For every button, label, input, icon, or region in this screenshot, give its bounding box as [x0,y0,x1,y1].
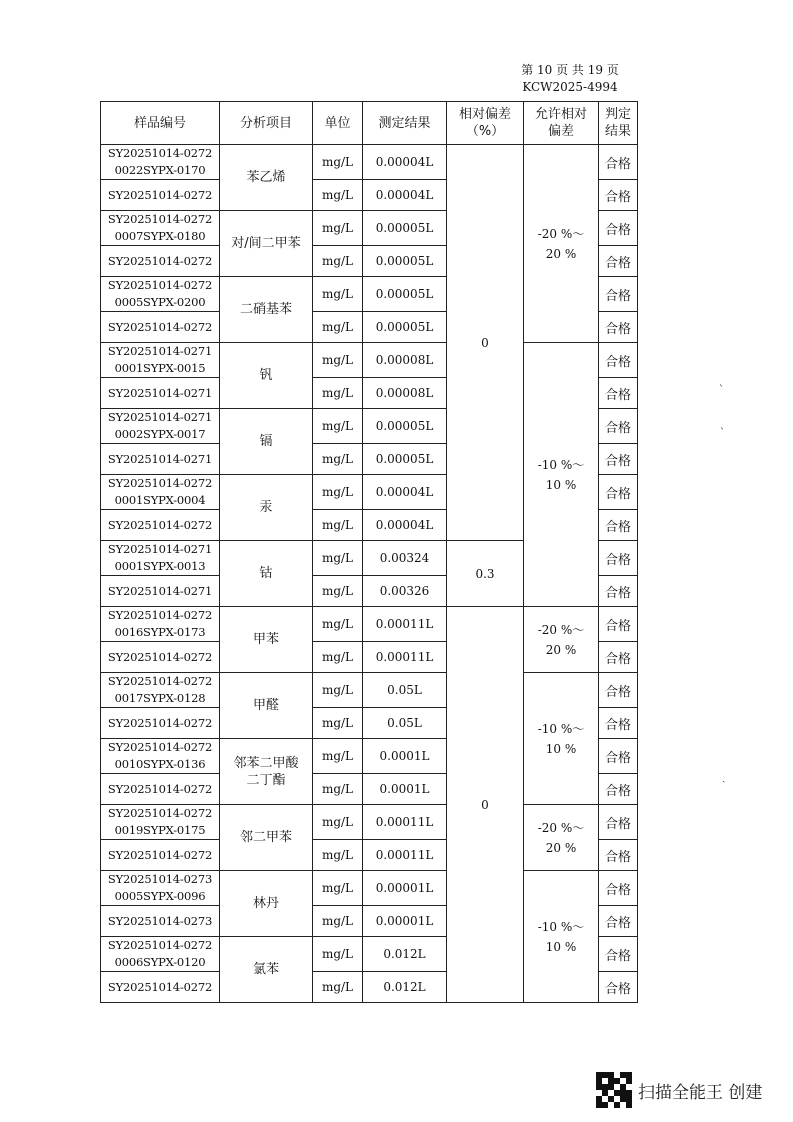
sample-id-line1: SY20251014-0272 [107,253,213,268]
page-info: 第 10 页 共 19 页 [521,63,619,77]
sample-id-line2: 0001SYPX-0015 [114,361,206,375]
judgment-cell: 合格 [599,840,638,871]
header-allowed-dev [524,102,599,145]
unit-cell: mg/L [313,576,363,607]
sample-id-line1: SY20251014-0272 [107,319,213,334]
unit-cell: mg/L [313,180,363,211]
header-judgment-l2: 结果 [604,124,631,139]
report-number: KCW2025-4994 [522,80,618,94]
table-row [101,343,638,378]
analysis-item-name-cont: 二丁酯 [246,772,286,788]
sample-id-line1: SY20251014-0272 [107,649,213,664]
judgment-cell: 合格 [599,871,638,906]
sample-id-line2: 0001SYPX-0013 [114,559,206,573]
table-row [101,145,638,180]
result-cell: 0.00004L [363,475,447,510]
sample-id-line1: SY20251014-0271 [107,583,213,598]
sample-id-cell [101,642,220,673]
sample-id-cell [101,409,220,444]
result-cell: 0.00324 [363,541,447,576]
analysis-item-cell [220,937,313,1003]
unit-cell: mg/L [313,774,363,805]
sample-id-line2: 0005SYPX-0096 [114,889,206,903]
unit-cell: mg/L [313,607,363,642]
judgment-cell: 合格 [599,972,638,1003]
sample-id-cell [101,673,220,708]
sample-id-line1: SY20251014-0272 [107,938,213,952]
judgment-cell: 合格 [599,805,638,840]
sample-id-line1: SY20251014-0273 [107,913,213,928]
table-row [101,607,638,642]
header-result: 测定结果 [363,102,447,145]
analysis-item-name: 镉 [259,434,273,449]
results-table [100,101,638,1003]
header-rel-dev-l1: 相对偏差 [458,107,511,122]
analysis-item-name: 甲苯 [252,632,279,647]
analysis-item-cell [220,673,313,739]
analysis-item-name: 钴 [259,566,273,581]
judgment-cell: 合格 [599,642,638,673]
scanner-watermark [596,1070,762,1110]
unit-cell: mg/L [313,343,363,378]
allowed-deviation-cell [524,871,599,1003]
allowed-deviation-line1: -10 %～ [537,721,585,736]
unit-cell: mg/L [313,906,363,937]
table-row [101,805,638,840]
sample-id-line2: 0010SYPX-0136 [114,757,206,771]
judgment-cell: 合格 [599,312,638,343]
sample-id-cell [101,378,220,409]
result-cell: 0.00001L [363,906,447,937]
analysis-item-name: 二硝基苯 [239,302,292,317]
scanner-brand-text: 扫描全能王 创建 [638,1082,763,1103]
sample-id-line1: SY20251014-0272 [107,979,213,994]
sample-id-cell [101,906,220,937]
unit-cell: mg/L [313,409,363,444]
unit-cell: mg/L [313,312,363,343]
sample-id-line2: 0007SYPX-0180 [114,229,206,243]
judgment-cell: 合格 [599,475,638,510]
sample-id-line1: SY20251014-0272 [107,476,213,490]
result-cell: 0.00011L [363,840,447,871]
sample-id-cell [101,937,220,972]
unit-cell: mg/L [313,211,363,246]
result-cell: 0.00004L [363,510,447,541]
header-rel-dev [447,102,524,145]
analysis-item-name: 汞 [259,500,273,515]
sample-id-line2: 0006SYPX-0120 [114,955,206,969]
result-cell: 0.00005L [363,444,447,475]
allowed-deviation-cell [524,343,599,607]
result-cell: 0.0001L [363,774,447,805]
sample-id-line1: SY20251014-0272 [107,608,213,622]
analysis-item-name: 邻二甲苯 [239,830,292,845]
sample-id-cell [101,607,220,642]
header-allowed-dev-l1: 允许相对 [534,107,587,122]
analysis-item-name: 钒 [259,368,273,383]
header-unit: 单位 [313,102,363,145]
result-cell: 0.00011L [363,805,447,840]
allowed-deviation-line2: 10 % [545,477,577,492]
result-cell: 0.00005L [363,246,447,277]
judgment-cell: 合格 [599,576,638,607]
judgment-cell: 合格 [599,541,638,576]
judgment-cell: 合格 [599,739,638,774]
analysis-item-name: 对/间二甲苯 [231,236,301,251]
sample-id-line2: 0005SYPX-0200 [114,295,206,309]
unit-cell: mg/L [313,805,363,840]
analysis-item-cell [220,409,313,475]
sample-id-cell [101,145,220,180]
analysis-item-cell [220,805,313,871]
sample-id-line1: SY20251014-0271 [107,410,213,424]
allowed-deviation-line2: 20 % [545,642,577,657]
result-cell: 0.00005L [363,312,447,343]
judgment-cell: 合格 [599,444,638,475]
judgment-cell: 合格 [599,246,638,277]
sample-id-line1: SY20251014-0272 [107,740,213,754]
allowed-deviation-line1: -20 %～ [537,820,585,835]
sample-id-line1: SY20251014-0272 [107,847,213,862]
analysis-item-name: 氯苯 [252,962,279,977]
result-cell: 0.05L [363,673,447,708]
relative-deviation-cell: 0.3 [447,541,524,607]
header-rel-dev-l2: （%） [465,124,505,139]
header-allowed-dev-l2: 偏差 [547,124,574,139]
unit-cell: mg/L [313,642,363,673]
judgment-cell: 合格 [599,906,638,937]
judgment-cell: 合格 [599,211,638,246]
unit-cell: mg/L [313,444,363,475]
relative-deviation-cell: 0 [447,145,524,541]
analysis-item-cell [220,871,313,937]
qr-code-icon [596,1072,632,1108]
sample-id-line1: SY20251014-0272 [107,806,213,820]
unit-cell: mg/L [313,840,363,871]
sample-id-line1: SY20251014-0273 [107,872,213,886]
unit-cell: mg/L [313,277,363,312]
sample-id-line1: SY20251014-0272 [107,187,213,202]
result-cell: 0.00005L [363,211,447,246]
sample-id-line1: SY20251014-0272 [107,146,213,160]
allowed-deviation-cell [524,607,599,673]
unit-cell: mg/L [313,475,363,510]
result-cell: 0.00326 [363,576,447,607]
allowed-deviation-cell [524,805,599,871]
unit-cell: mg/L [313,871,363,906]
result-cell: 0.00004L [363,145,447,180]
sample-id-line2: 0002SYPX-0017 [114,427,206,441]
judgment-cell: 合格 [599,409,638,444]
allowed-deviation-line1: -10 %～ [537,919,585,934]
sample-id-cell [101,739,220,774]
judgment-cell: 合格 [599,510,638,541]
result-cell: 0.00011L [363,607,447,642]
sample-id-line1: SY20251014-0271 [107,451,213,466]
judgment-cell: 合格 [599,673,638,708]
analysis-item-cell [220,541,313,607]
analysis-item-cell [220,145,313,211]
sample-id-line1: SY20251014-0271 [107,385,213,400]
sample-id-line1: SY20251014-0272 [107,781,213,796]
sample-id-line1: SY20251014-0272 [107,674,213,688]
unit-cell: mg/L [313,708,363,739]
judgment-cell: 合格 [599,180,638,211]
analysis-item-cell [220,343,313,409]
result-cell: 0.00005L [363,409,447,444]
allowed-deviation-cell [524,673,599,805]
sample-id-cell [101,774,220,805]
allowed-deviation-line1: -10 %～ [537,457,585,472]
judgment-cell: 合格 [599,774,638,805]
judgment-cell: 合格 [599,708,638,739]
header-judgment [599,102,638,145]
analysis-item-name: 甲醛 [252,698,279,713]
unit-cell: mg/L [313,937,363,972]
analysis-item-cell [220,739,313,805]
analysis-item-name: 邻苯二甲酸 [233,755,299,771]
result-cell: 0.00005L [363,277,447,312]
result-cell: 0.00008L [363,378,447,409]
allowed-deviation-line2: 20 % [545,246,577,261]
analysis-item-name: 苯乙烯 [246,170,286,185]
judgment-cell: 合格 [599,607,638,642]
sample-id-cell [101,211,220,246]
sample-id-cell [101,180,220,211]
sample-id-cell [101,277,220,312]
sample-id-line1: SY20251014-0272 [107,517,213,532]
sample-id-cell [101,312,220,343]
judgment-cell: 合格 [599,937,638,972]
allowed-deviation-line2: 10 % [545,939,577,954]
sample-id-cell [101,840,220,871]
sample-id-cell [101,871,220,906]
unit-cell: mg/L [313,673,363,708]
sample-id-cell [101,343,220,378]
judgment-cell: 合格 [599,145,638,180]
analysis-item-cell [220,475,313,541]
sample-id-line2: 0022SYPX-0170 [114,163,206,177]
allowed-deviation-line1: -20 %～ [537,622,585,637]
analysis-item-cell [220,211,313,277]
sample-id-cell [101,708,220,739]
sample-id-cell [101,541,220,576]
analysis-item-cell [220,277,313,343]
sample-id-line1: SY20251014-0272 [107,715,213,730]
sample-id-cell [101,475,220,510]
allowed-deviation-line2: 20 % [545,840,577,855]
header-sample-id: 样品编号 [101,102,220,145]
sample-id-line2: 0017SYPX-0128 [114,691,206,705]
sample-id-line1: SY20251014-0271 [107,542,213,556]
unit-cell: mg/L [313,145,363,180]
analysis-item-name: 林丹 [252,896,279,911]
sample-id-line2: 0019SYPX-0175 [114,823,206,837]
unit-cell: mg/L [313,541,363,576]
sample-id-line2: 0016SYPX-0173 [114,625,206,639]
sample-id-cell [101,576,220,607]
header-item: 分析项目 [220,102,313,145]
result-cell: 0.012L [363,972,447,1003]
unit-cell: mg/L [313,972,363,1003]
table-header-row [101,102,638,145]
sample-id-cell [101,972,220,1003]
result-cell: 0.00008L [363,343,447,378]
sample-id-line1: SY20251014-0271 [107,344,213,358]
analysis-item-cell [220,607,313,673]
page-header [500,62,640,96]
result-cell: 0.012L [363,937,447,972]
sample-id-cell [101,805,220,840]
unit-cell: mg/L [313,510,363,541]
allowed-deviation-line1: -20 %～ [537,226,585,241]
table-row [101,673,638,708]
result-cell: 0.00004L [363,180,447,211]
sample-id-cell [101,246,220,277]
result-cell: 0.05L [363,708,447,739]
sample-id-cell [101,510,220,541]
judgment-cell: 合格 [599,343,638,378]
result-cell: 0.0001L [363,739,447,774]
unit-cell: mg/L [313,378,363,409]
sample-id-line2: 0001SYPX-0004 [114,493,206,507]
table-body [101,145,638,1003]
sample-id-line1: SY20251014-0272 [107,278,213,292]
sample-id-cell [101,444,220,475]
table-row [101,871,638,906]
judgment-cell: 合格 [599,378,638,409]
judgment-cell: 合格 [599,277,638,312]
allowed-deviation-line2: 10 % [545,741,577,756]
result-cell: 0.00011L [363,642,447,673]
allowed-deviation-cell [524,145,599,343]
header-judgment-l1: 判定 [604,107,631,122]
unit-cell: mg/L [313,739,363,774]
relative-deviation-cell: 0 [447,607,524,1003]
sample-id-line1: SY20251014-0272 [107,212,213,226]
result-cell: 0.00001L [363,871,447,906]
unit-cell: mg/L [313,246,363,277]
